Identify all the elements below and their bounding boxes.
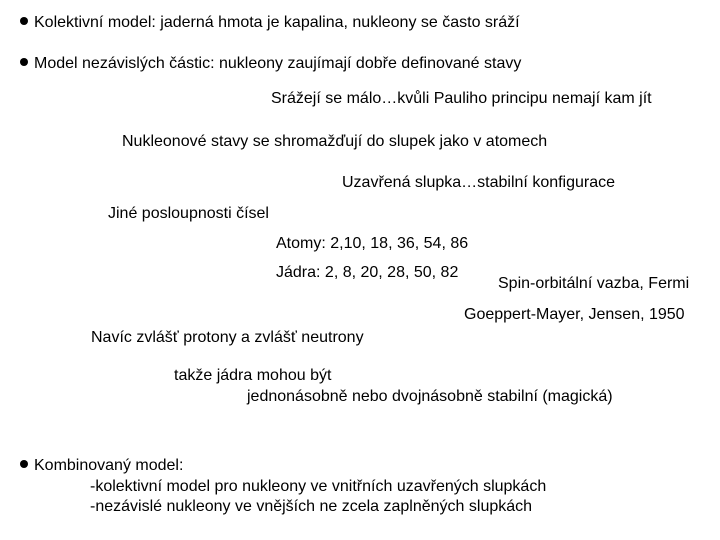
combined-line-1: -kolektivní model pro nukleony ve vnitřních uzavřených slupkách (90, 478, 547, 495)
combined-line-2: -nezávislé nukleony ve vnějších ne zcela zaplněných slupkách (90, 498, 533, 515)
note-magic: jednonásobně nebo dvojnásobně stabilní (magická) (247, 388, 613, 405)
bullet-text: Kolektivní model: jaderná hmota je kapalina, nukleony se často sráží (34, 14, 520, 31)
note-nuclei: Jádra: 2, 8, 20, 28, 50, 82 (276, 264, 459, 281)
note-authors: Goeppert-Mayer, Jensen, 1950 (464, 306, 685, 323)
bullet-text: Model nezávislých částic: nukleony zaujímají dobře definované stavy (34, 55, 522, 72)
note-other-sequences: Jiné posloupnosti čísel (108, 205, 269, 222)
bullet-combined-model (20, 456, 183, 476)
bullet-dot-icon (20, 17, 28, 25)
bullet-text: Kombinovaný model: (34, 457, 184, 474)
note-shells: Nukleonové stavy se shromažďují do slupek jako v atomech (122, 133, 548, 150)
note-separately: Navíc zvlášť protony a zvlášť neutrony (91, 329, 364, 346)
bullet-collective-model (20, 13, 520, 33)
bullet-independent-particle-model (20, 54, 521, 74)
note-spin-orbit: Spin-orbitální vazba, Fermi (498, 275, 690, 292)
bullet-dot-icon (20, 460, 28, 468)
note-pauli: Srážejí se málo…kvůli Pauliho principu nemají kam jít (271, 90, 652, 107)
note-closed-shell: Uzavřená slupka…stabilní konfigurace (342, 174, 616, 191)
note-so-nuclei: takže jádra mohou být (174, 367, 332, 384)
note-atoms: Atomy: 2,10, 18, 36, 54, 86 (276, 235, 469, 252)
bullet-dot-icon (20, 58, 28, 66)
